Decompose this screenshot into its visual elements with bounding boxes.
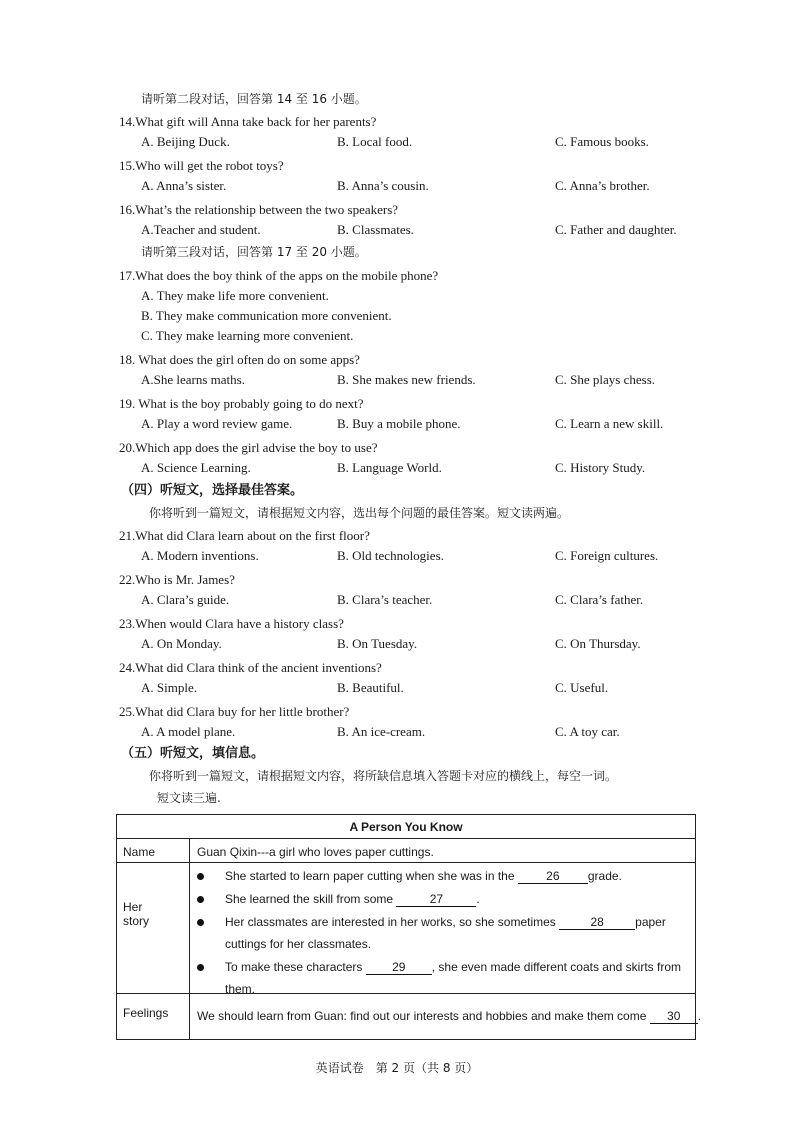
option-16-b: B. Classmates. (337, 222, 414, 237)
story-item-4: To make these characters 29 , she even made different coats and skirts from (225, 960, 681, 974)
part-instruction-cont: 短文读三遍. (157, 791, 221, 805)
story-item-4-cont: them. (225, 982, 256, 996)
option-23-b: B. On Tuesday. (337, 636, 418, 651)
part-instruction: 你将听到一篇短文，请根据短文内容，将所缺信息填入答题卡对应的横线上，每空一词。 (149, 769, 618, 783)
option-20-a: A. Science Learning. (141, 460, 251, 475)
option-17-a: A. They make life more convenient. (141, 288, 329, 303)
question-20: 20.Which app does the girl advise the boy to use? (119, 440, 378, 455)
option-15-b: B. Anna’s cousin. (337, 178, 429, 193)
option-14-c: C. Famous books. (555, 134, 649, 149)
option-25-b: B. An ice-cream. (337, 724, 426, 739)
story-item-2: She learned the skill from some 27 . (225, 892, 480, 906)
option-15-a: A. Anna’s sister. (141, 178, 227, 193)
option-21-a: A. Modern inventions. (141, 548, 259, 563)
option-14-b: B. Local food. (337, 134, 413, 149)
blank-28: 28 (559, 915, 635, 930)
bullet-icon (197, 964, 204, 971)
story-label: Her (123, 900, 143, 914)
option-17-c: C. They make learning more convenient. (141, 328, 354, 343)
option-24-c: C. Useful. (555, 680, 609, 695)
story-item-3: Her classmates are interested in her works, so she sometimes 28 paper (225, 915, 666, 929)
blank-29: 29 (366, 960, 432, 975)
part-title: （四）听短文，选择最佳答案。 (121, 483, 304, 498)
story-label: story (123, 914, 150, 928)
table-divider (117, 838, 695, 839)
part-title: （五）听短文，填信息。 (121, 746, 265, 761)
option-22-c: C. Clara’s father. (555, 592, 644, 607)
question-23: 23.When would Clara have a history class? (119, 616, 344, 631)
option-23-a: A. On Monday. (141, 636, 222, 651)
question-14: 14.What gift will Anna take back for her parents? (119, 114, 377, 129)
question-18: 18. What does the girl often do on some apps? (119, 352, 360, 367)
option-16-a: A.Teacher and student. (141, 222, 261, 237)
option-14-a: A. Beijing Duck. (141, 134, 230, 149)
page-footer: 英语试卷 第 2 页（共 8 页） (315, 1061, 479, 1075)
option-24-a: A. Simple. (141, 680, 197, 695)
question-22: 22.Who is Mr. James? (119, 572, 235, 587)
option-20-c: C. History Study. (555, 460, 646, 475)
option-25-a: A. A model plane. (141, 724, 236, 739)
option-16-c: C. Father and daughter. (555, 222, 677, 237)
option-24-b: B. Beautiful. (337, 680, 404, 695)
option-22-a: A. Clara’s guide. (141, 592, 230, 607)
question-21: 21.What did Clara learn about on the first floor? (119, 528, 370, 543)
option-21-c: C. Foreign cultures. (555, 548, 659, 563)
bullet-icon (197, 896, 204, 903)
table-divider (117, 862, 695, 863)
question-25: 25.What did Clara buy for her little brother? (119, 704, 350, 719)
option-20-b: B. Language World. (337, 460, 442, 475)
table-divider (117, 993, 695, 994)
blank-27: 27 (396, 892, 476, 907)
feelings-text: We should learn from Guan: find out our interests and hobbies and make them come 30 . (197, 1009, 702, 1023)
name-label: Name (123, 845, 156, 859)
option-15-c: C. Anna’s brother. (555, 178, 650, 193)
story-item-3-cont: cuttings for her classmates. (225, 937, 372, 951)
feelings-label: Feelings (123, 1006, 169, 1020)
table-column-divider (189, 838, 190, 1039)
option-19-c: C. Learn a new skill. (555, 416, 664, 431)
question-19: 19. What is the boy probably going to do next? (119, 396, 364, 411)
option-21-b: B. Old technologies. (337, 548, 444, 563)
question-15: 15.Who will get the robot toys? (119, 158, 284, 173)
question-17: 17.What does the boy think of the apps on the mobile phone? (119, 268, 439, 283)
option-23-c: C. On Thursday. (555, 636, 641, 651)
option-17-b: B. They make communication more convenient. (141, 308, 392, 323)
option-25-c: C. A toy car. (555, 724, 620, 739)
option-18-b: B. She makes new friends. (337, 372, 476, 387)
bullet-icon (197, 919, 204, 926)
question-24: 24.What did Clara think of the ancient inventions? (119, 660, 382, 675)
name-value: Guan Qixin---a girl who loves paper cuttings. (197, 845, 434, 859)
blank-30: 30 (650, 1009, 698, 1024)
option-19-b: B. Buy a mobile phone. (337, 416, 461, 431)
question-16: 16.What’s the relationship between the two speakers? (119, 202, 399, 217)
section-instruction: 请听第三段对话，回答第 17 至 20 小题。 (141, 245, 367, 259)
info-table (116, 814, 702, 1040)
option-22-b: B. Clara’s teacher. (337, 592, 433, 607)
part-instruction: 你将听到一篇短文，请根据短文内容，选出每个问题的最佳答案。短文读两遍。 (149, 506, 570, 520)
table-title: A Person You Know (349, 820, 463, 834)
bullet-icon (197, 873, 204, 880)
option-18-a: A.She learns maths. (141, 372, 245, 387)
story-item-1: She started to learn paper cutting when she was in the 26 grade. (225, 869, 622, 883)
section-instruction: 请听第二段对话，回答第 14 至 16 小题。 (141, 92, 367, 106)
blank-26: 26 (518, 869, 588, 884)
option-19-a: A. Play a word review game. (141, 416, 293, 431)
option-18-c: C. She plays chess. (555, 372, 656, 387)
